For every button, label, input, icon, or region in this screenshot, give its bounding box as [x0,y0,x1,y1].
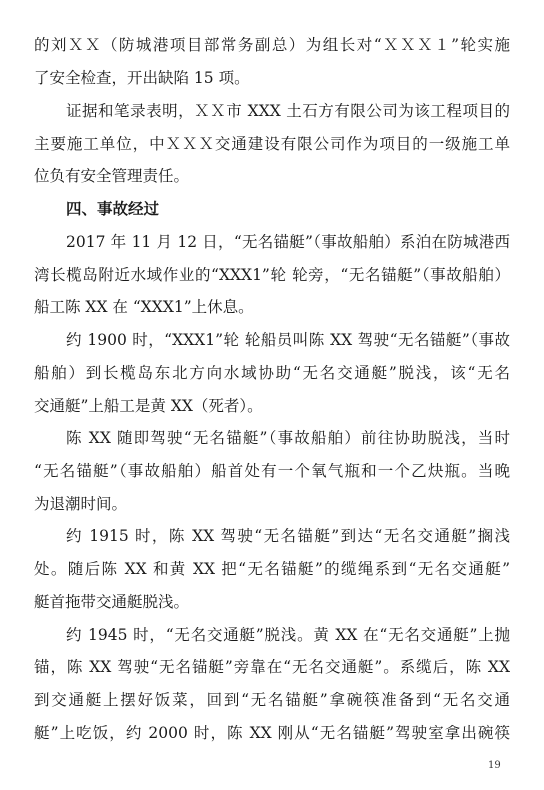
text-line: 艇首拖带交通艇脱浅。 [34,593,190,611]
text-line: 为退潮时间。 [34,495,128,513]
text-line: 位负有安全管理责任。 [34,167,190,185]
text-line: 陈 XX 随即驾驶“无名锚艇”（事故船舶）前往协助脱浅，当时 [66,429,510,447]
text-line: 锚，陈 XX 驾驶“无名锚艇”旁靠在“无名交通艇”。系缆后，陈 XX [34,658,510,676]
text-line: “无名锚艇”（事故船舶）船首处有一个氧气瓶和一个乙炔瓶。当晚 [34,462,510,480]
text-line: 船工陈 XX 在 “XXX1”上休息。 [34,298,254,316]
page-number: 19 [488,760,501,771]
text-line: 的刘ＸＸ（防城港项目部常务副总）为组长对“ＸＸＸ１”轮实施 [34,36,510,54]
text-line: 了安全检查，开出缺陷 15 项。 [34,69,250,87]
text-line: 艇”上吃饭，约 2000 时，陈 XX 刚从“无名锚艇”驾驶室拿出碗筷 [34,724,510,742]
section-heading: 四、事故经过 [66,200,160,218]
text-line: 2017 年 11 月 12 日，“无名锚艇”（事故船舶）系泊在防城港西 [66,233,510,251]
text-line: 主要施工单位，中ＸＸＸ交通建设有限公司作为项目的一级施工单 [34,135,510,153]
text-line: 约 1915 时，陈 XX 驾驶“无名锚艇”到达“无名交通艇”搁浅 [66,527,510,545]
text-line: 约 1900 时，“XXX1”轮 轮船员叫陈 XX 驾驶“无名锚艇”（事故 [66,331,510,349]
text-line: 约 1945 时，“无名交通艇”脱浅。黄 XX 在“无名交通艇”上抛 [66,626,510,644]
text-line: 船舶）到长榄岛东北方向水域协助“无名交通艇”脱浅，该“无名 [34,364,510,382]
text-line: 处。随后陈 XX 和黄 XX 把“无名锚艇”的缆绳系到“无名交通艇” [34,560,510,578]
text-line: 证据和笔录表明，ＸＸ市 XXX 土石方有限公司为该工程项目的 [66,102,510,120]
text-line: 到交通艇上摆好饭菜，回到“无名锚艇”拿碗筷准备到“无名交通 [34,691,510,709]
text-line: 湾长榄岛附近水域作业的“XXX1”轮 轮旁，“无名锚艇”（事故船舶） [34,266,510,284]
text-line: 交通艇”上船工是黄 XX（死者）。 [34,397,263,415]
